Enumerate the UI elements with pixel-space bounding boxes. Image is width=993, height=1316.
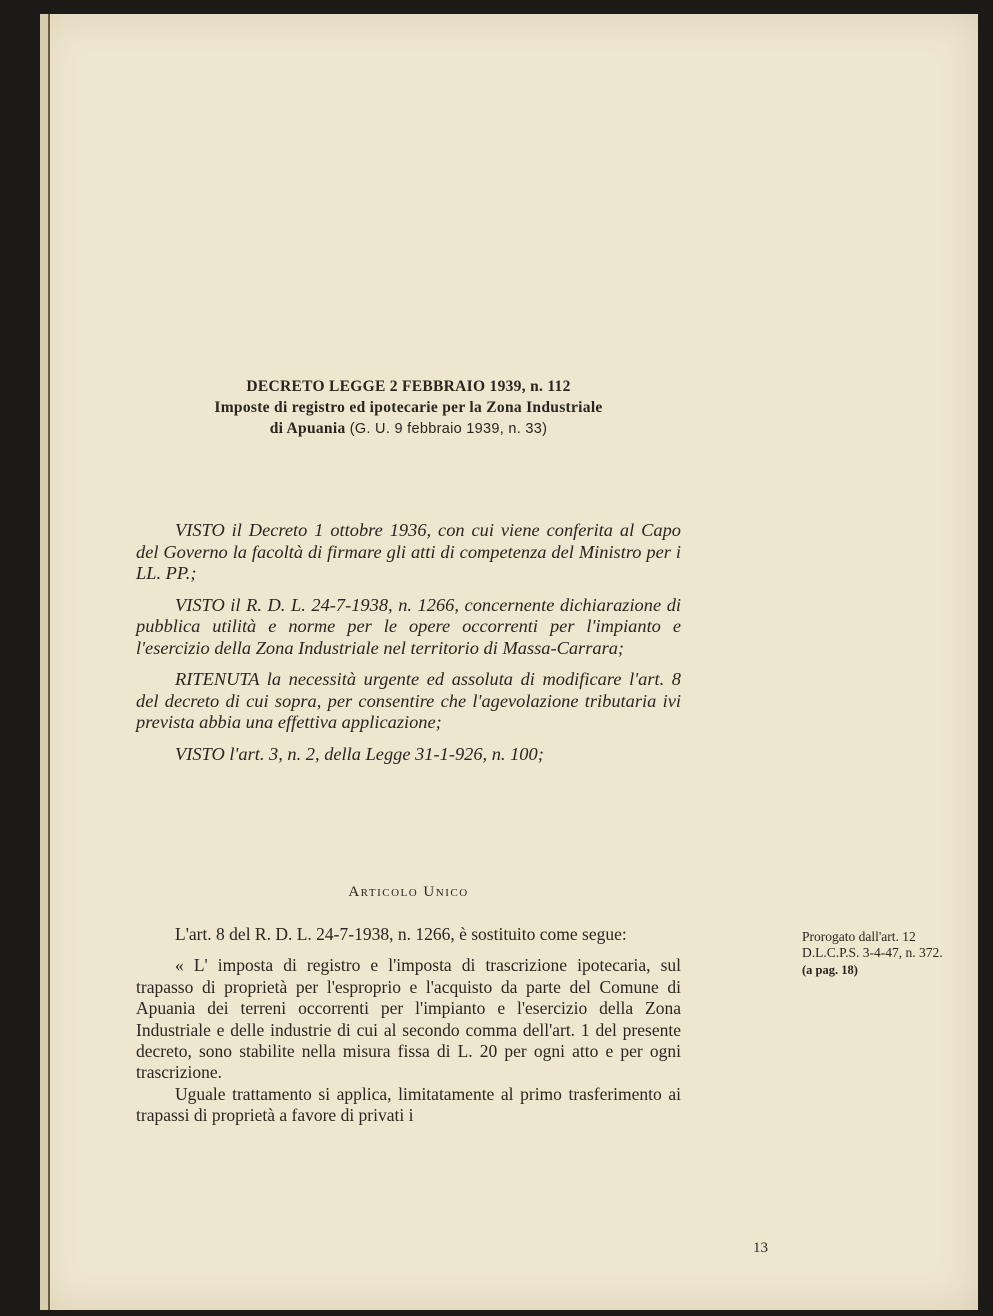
title-line-3 (136, 418, 681, 440)
margin-note-reference: (a pag. 18) (802, 963, 858, 977)
page-number: 13 (753, 1240, 768, 1256)
preamble (136, 520, 681, 775)
title-line-3-bold: di Apuania (269, 420, 346, 437)
preamble-paragraph: VISTO l'art. 3, n. 2, della Legge 31-1-926, n. 100; (175, 743, 544, 764)
preamble-paragraph: VISTO il R. D. L. 24-7-1938, n. 1266, concernente dichiarazione di pubblica utilità e norme per le opere occorrenti per l'impianto e l'esercizio della Zona Industriale nel territorio di Massa-Carrara; (136, 594, 681, 658)
title-source: (G. U. 9 febbraio 1939, n. 33) (349, 421, 548, 437)
article-body (136, 924, 681, 1127)
article-paragraph: Uguale trattamento si applica, limitatamente al primo trasferimento ai trapassi di proprietà a favore di privati i (136, 1083, 681, 1126)
title-line-1: DECRETO LEGGE 2 FEBBRAIO 1939, n. 112 (246, 378, 571, 395)
margin-note (802, 929, 972, 979)
preamble-paragraph: RITENUTA la necessità urgente ed assoluta di modificare l'art. 8 del decreto di cui sopra, per consentire che l'agevolazione tributaria ivi prevista abbia una effettiva applicazione; (136, 669, 681, 732)
article-paragraph: L'art. 8 del R. D. L. 24-7-1938, n. 1266, è sostituito come segue: (175, 924, 627, 944)
article-heading: Articolo Unico (348, 884, 469, 900)
article-paragraph: « L' imposta di registro e l'imposta di trascrizione ipotecaria, sul trapasso di proprietà per l'esproprio e l'acquisto da parte del Comune di Apuania dei terreni occorrenti per l'impianto e l'esercizio della Zona Industriale e delle industrie di cui al secondo comma dell'art. 1 del presente decreto, sono stabilite nella misura fissa di L. 20 per ogni atto e per ogni trascrizione. (136, 955, 681, 1083)
preamble-paragraph: VISTO il Decreto 1 ottobre 1936, con cui viene conferita al Capo del Governo la facoltà di firmare gli atti di competenza del Ministro per i LL. PP.; (136, 520, 681, 583)
page-fold-shadow (40, 14, 48, 1310)
document-page (40, 14, 978, 1310)
page-fold-line (48, 14, 50, 1310)
title-line-2: Imposte di registro ed ipotecarie per la Zona Industriale (214, 399, 603, 416)
margin-note-text: Prorogato dall'art. 12 D.L.C.P.S. 3-4-47, n. 372. (802, 929, 943, 960)
decree-title (136, 376, 681, 440)
